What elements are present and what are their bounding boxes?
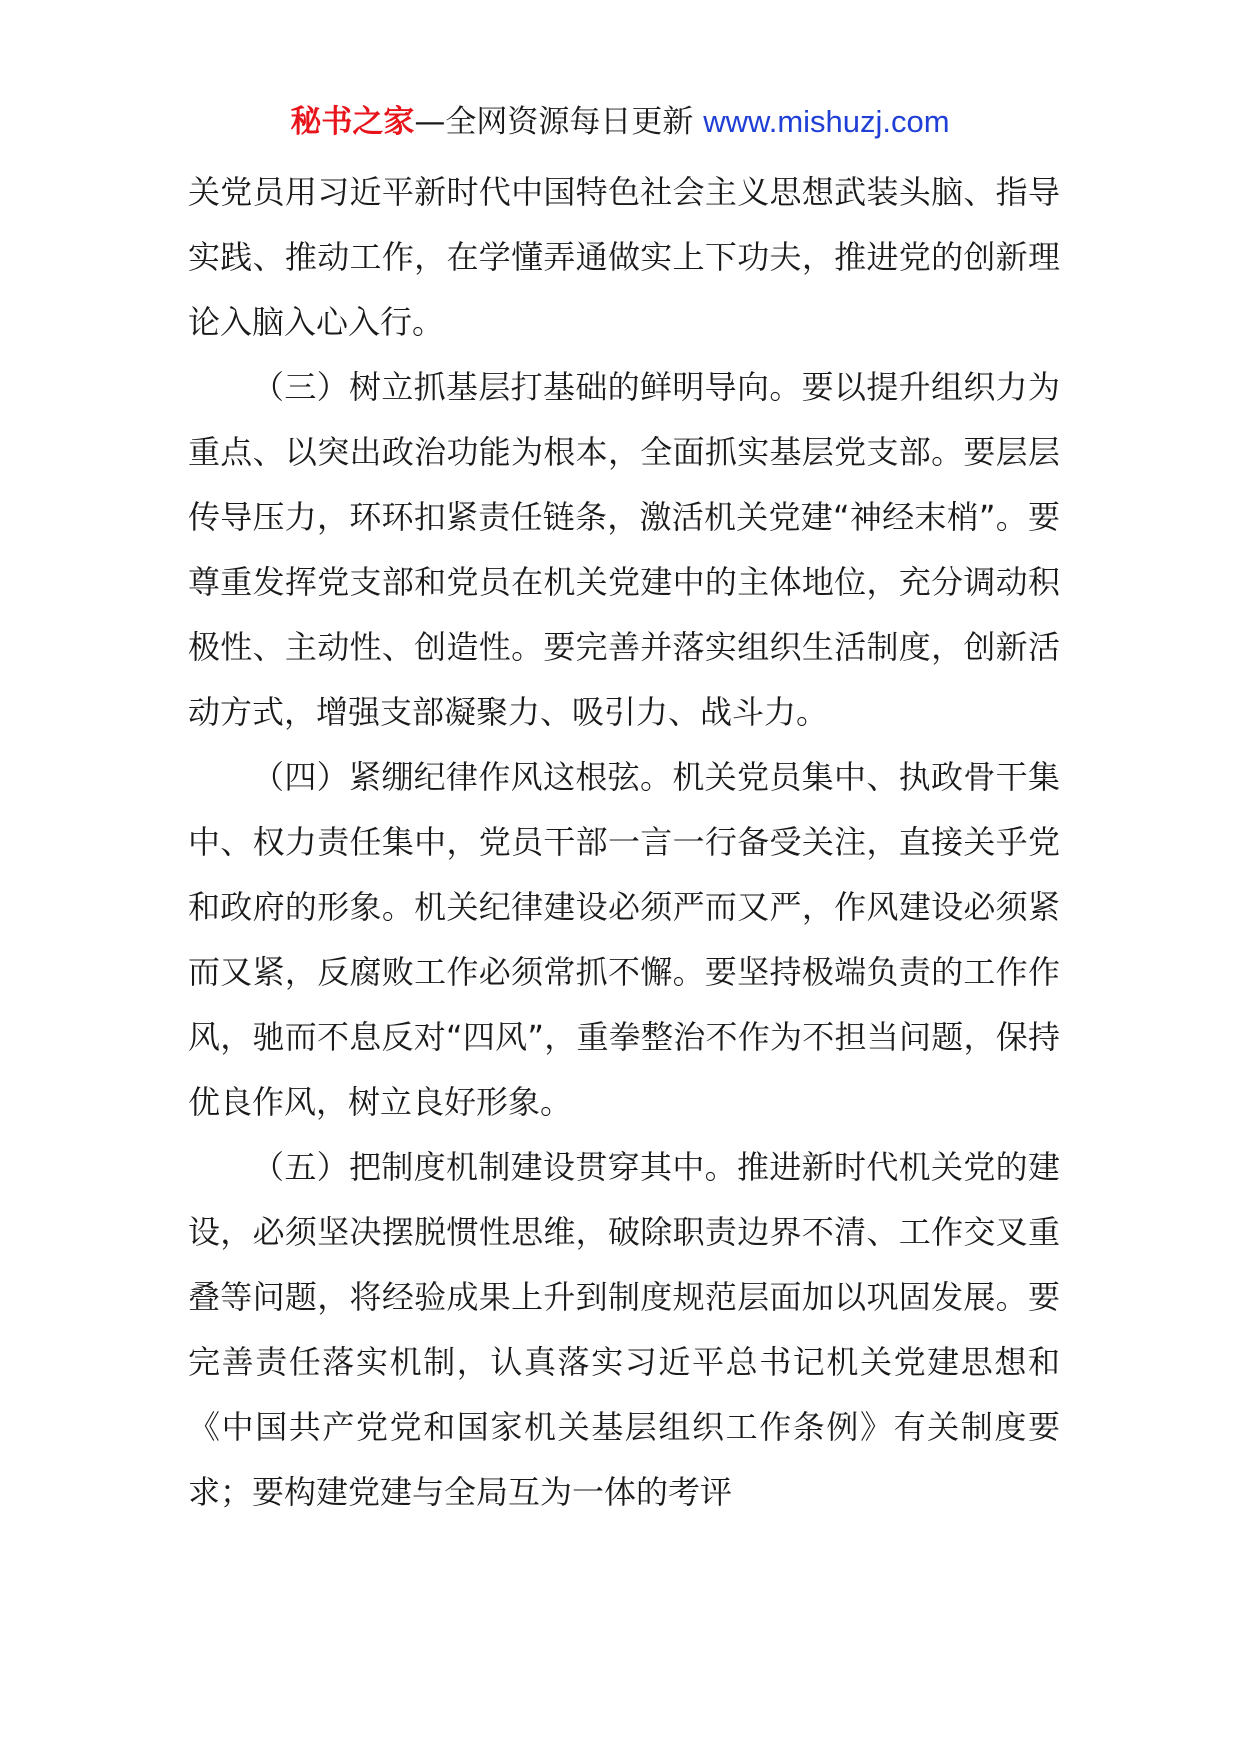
paragraph-section-5: （五）把制度机制建设贯穿其中。推进新时代机关党的建设，必须坚决摆脱惯性思维，破除职责边界不清、工作交叉重叠等问题，将经验成果上升到制度规范层面加以巩固发展。要完善责任落实机制，认真落实习近平总书记机关党建思想和《中国共产党党和国家机关基层组织工作条例》有关制度要求；要构建党建与全局互为一体的考评: [188, 1148, 1060, 1511]
paragraph-section-3: （三）树立抓基层打基础的鲜明导向。要以提升组织力为重点、以突出政治功能为根本，全面抓实基层党支部。要层层传导压力，环环扣紧责任链条，激活机关党建“神经末梢”。要尊重发挥党支部和党员在机关党建中的主体地位，充分调动积极性、主动性、创造性。要完善并落实组织生活制度，创新活动方式，增强支部凝聚力、吸引力、战斗力。: [188, 368, 1060, 731]
site-url-link[interactable]: www.mishuzj.com: [703, 104, 950, 139]
paragraph-continuation: 关党员用习近平新时代中国特色社会主义思想武装头脑、指导实践、推动工作，在学懂弄通做实上下功夫，推进党的创新理论入脑入心入行。: [188, 173, 1060, 341]
document-body: [188, 160, 1060, 1525]
site-tagline: —全网资源每日更新: [414, 104, 704, 140]
site-brand: 秘书之家: [290, 104, 415, 140]
paragraph-section-4: （四）紧绷纪律作风这根弦。机关党员集中、执政骨干集中、权力责任集中，党员干部一言一行备受关注，直接关乎党和政府的形象。机关纪律建设必须严而又严，作风建设必须紧而又紧，反腐败工作必须常抓不懈。要坚持极端负责的工作作风，驰而不息反对“四风”，重拳整治不作为不担当问题，保持优良作风，树立良好形象。: [188, 758, 1060, 1121]
site-header: [0, 100, 1240, 144]
